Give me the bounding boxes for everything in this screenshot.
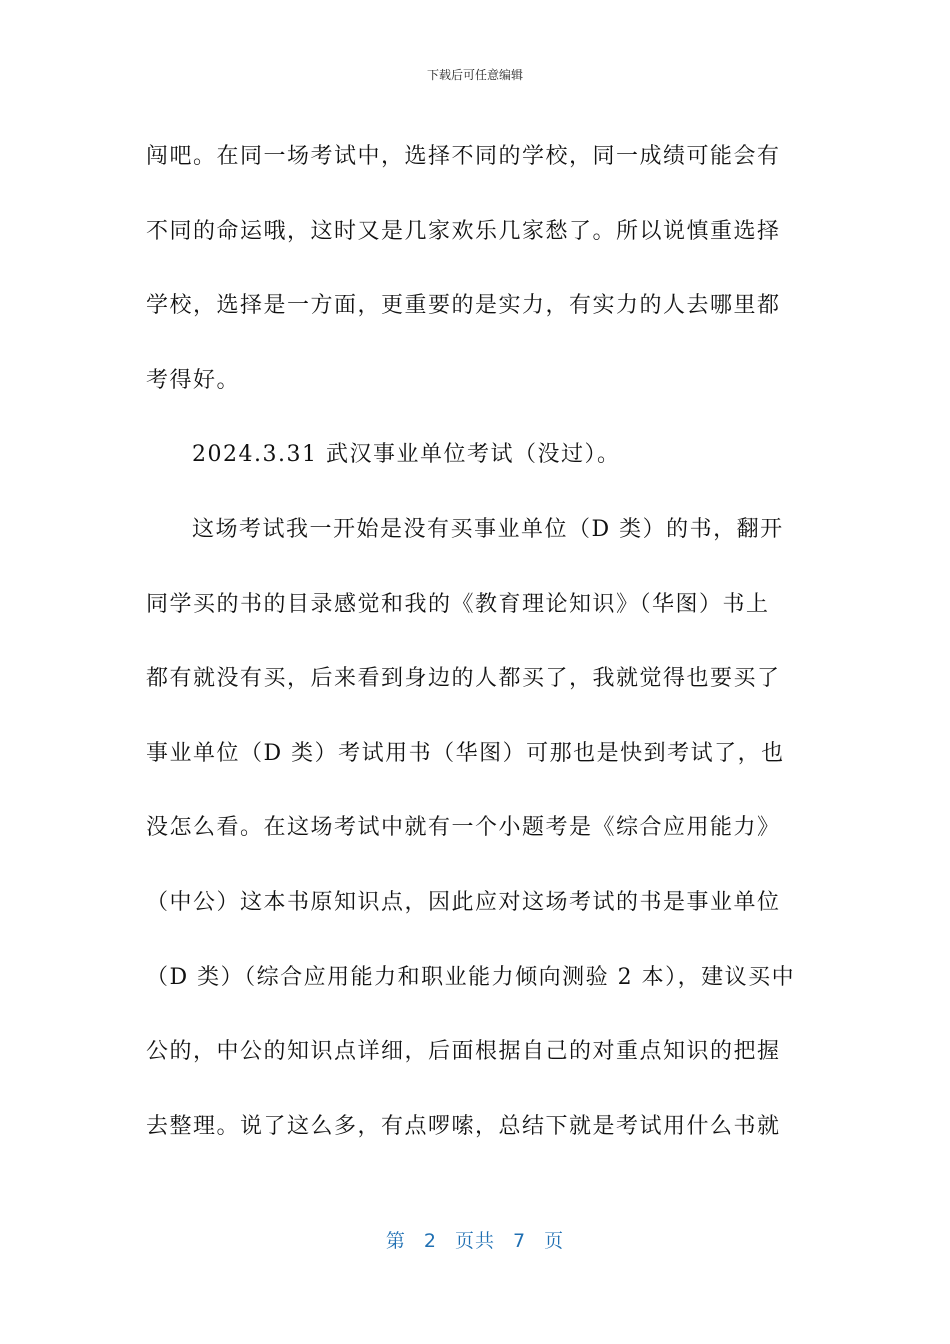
text-line-heading: 2024.3.31 武汉事业单位考试（没过）。 — [192, 442, 621, 468]
footer-middle: 页共 — [454, 1230, 495, 1252]
footer-page-number: 2 — [423, 1230, 437, 1252]
text-line: 事业单位（D 类）考试用书（华图）可那也是快到考试了，也 — [146, 740, 785, 766]
text-line: 公的，中公的知识点详细，后面根据自己的对重点知识的把握 — [146, 1039, 781, 1065]
footer-prefix: 第 — [385, 1230, 406, 1252]
text-line: 学校，选择是一方面，更重要的是实力，有实力的人去哪里都 — [146, 293, 781, 319]
page-footer — [0, 1226, 950, 1253]
text-line: 都有就没有买，后来看到身边的人都买了，我就觉得也要买了 — [146, 666, 781, 692]
text-line: 去整理。说了这么多，有点啰嗦，总结下就是考试用什么书就 — [146, 1113, 781, 1139]
document-body — [146, 120, 811, 1164]
text-line: 没怎么看。在这场考试中就有一个小题考是《综合应用能力》 — [146, 815, 781, 841]
text-line: 同学买的书的目录感觉和我的《教育理论知识》（华图）书上 — [146, 591, 770, 617]
footer-suffix: 页 — [544, 1230, 565, 1252]
text-line: 闯吧。在同一场考试中，选择不同的学校，同一成绩可能会有 — [146, 144, 781, 169]
text-line: （中公）这本书原知识点，因此应对这场考试的书是事业单位 — [146, 889, 781, 915]
footer-total-pages: 7 — [513, 1230, 527, 1252]
text-line: 不同的命运哦，这时又是几家欢乐几家愁了。所以说慎重选择 — [146, 218, 781, 244]
text-line: 考得好。 — [146, 367, 241, 393]
page-header-note: 下载后可任意编辑 — [426, 68, 523, 82]
text-line: 这场考试我一开始是没有买事业单位（D 类）的书，翻开 — [192, 516, 784, 542]
text-line: （D 类）（综合应用能力和职业能力倾向测验 2 本），建议买中 — [146, 964, 796, 990]
